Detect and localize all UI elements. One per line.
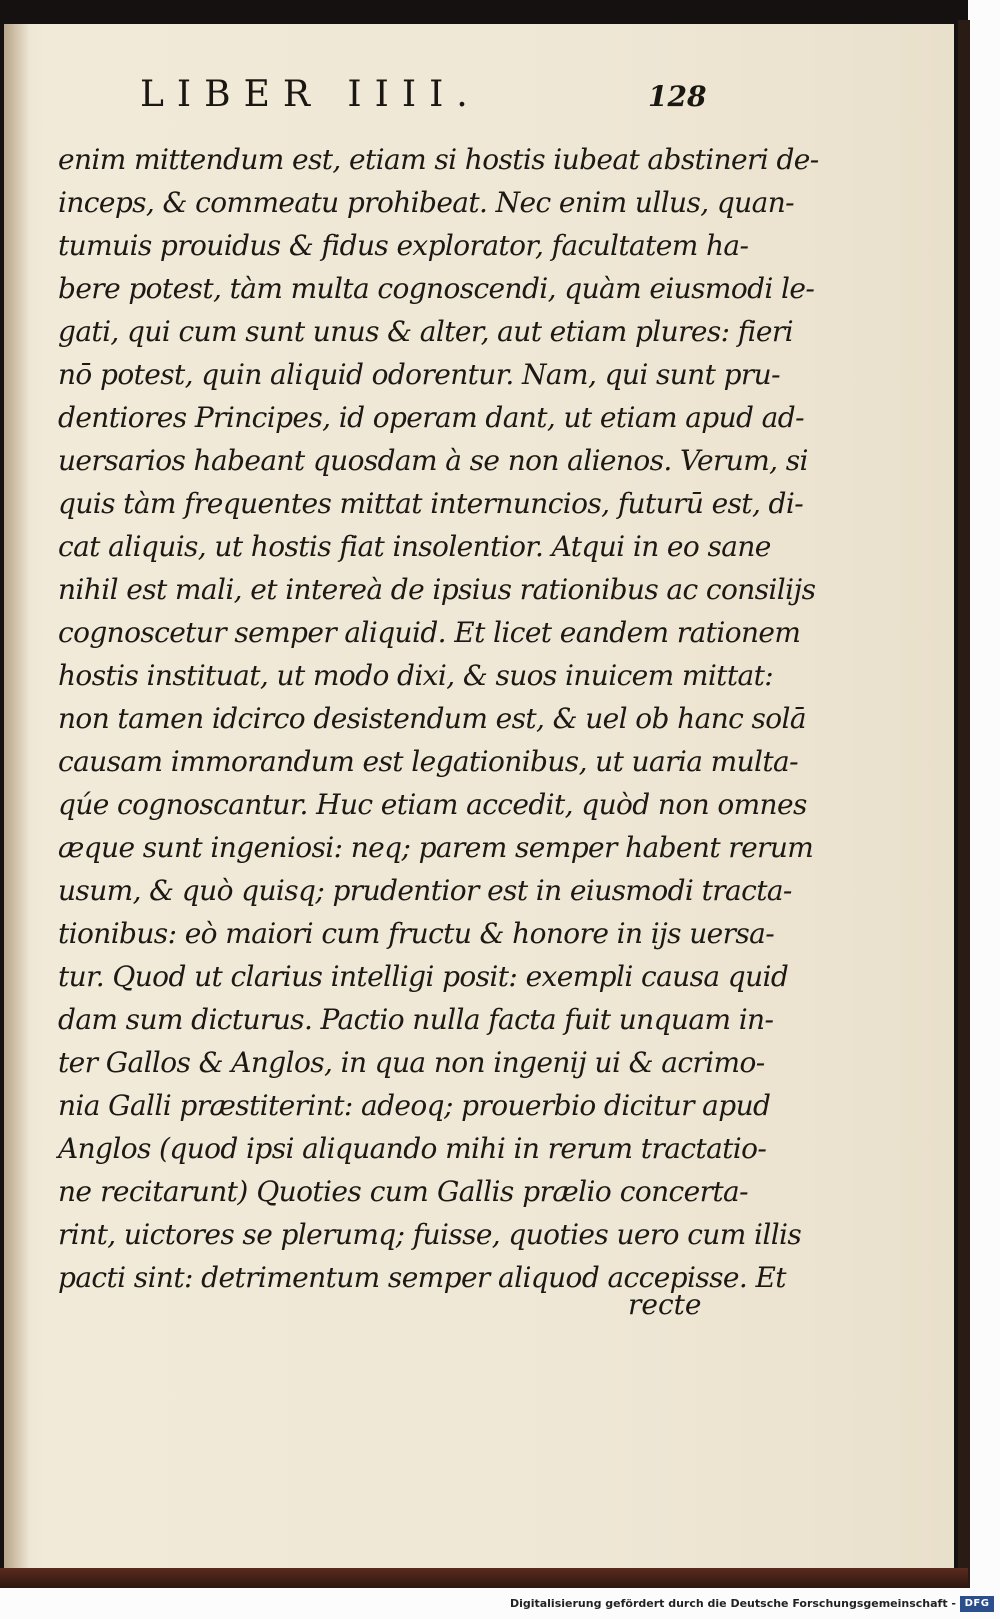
book-edge: [958, 20, 970, 1588]
text-line: tumuis prouidus & fidus explorator, facultatem ha-: [58, 229, 749, 262]
catchword: recte: [628, 1288, 702, 1321]
dfg-logo: DFG: [960, 1596, 994, 1612]
text-line: ne recitarunt) Quoties cum Gallis prælio concerta-: [58, 1175, 748, 1208]
text-line: uersarios habeant quosdam à se non alienos. Verum, si: [58, 444, 808, 477]
page-number: 128: [648, 80, 707, 113]
text-line: bere potest, tàm multa cognoscendi, quàm eiusmodi le-: [58, 272, 815, 305]
running-head: LIBER IIII.: [140, 74, 481, 115]
book-cover-edge: [0, 1568, 968, 1588]
text-line: dam sum dicturus. Pactio nulla facta fuit unquam in-: [58, 1003, 774, 1036]
text-line: dentiores Principes, id operam dant, ut etiam apud ad-: [58, 401, 804, 434]
text-line: gati, qui cum sunt unus & alter, aut etiam plures: fieri: [58, 315, 793, 348]
text-line: tur. Quod ut clarius intelligi posit: exempli causa quid: [58, 960, 789, 993]
text-line: ter Gallos & Anglos, in qua non ingenij ui & acrimo-: [58, 1046, 765, 1079]
text-line: nō potest, quin aliquid odorentur. Nam, qui sunt pru-: [58, 358, 780, 391]
text-line: usum, & quò quisq; prudentior est in eiusmodi tracta-: [58, 874, 792, 907]
text-line: nihil est mali, et intereà de ipsius rationibus ac consilijs: [58, 573, 816, 606]
text-line: tionibus: eò maiori cum fructu & honore in ijs uersa-: [58, 917, 775, 950]
text-line: non tamen idcirco desistendum est, & uel ob hanc solā: [58, 702, 806, 735]
text-line: causam immorandum est legationibus, ut uaria multa-: [58, 745, 798, 778]
text-line: pacti sint: detrimentum semper aliquod accepisse. Et: [58, 1261, 786, 1294]
gutter-shadow: [4, 24, 30, 1570]
text-line: qúe cognoscantur. Huc etiam accedit, quòd non omnes: [58, 788, 807, 821]
text-line: hostis instituat, ut modo dixi, & suos inuicem mittat:: [58, 659, 774, 692]
body-text: [58, 138, 819, 1299]
text-line: quis tàm frequentes mittat internuncios, futurū est, di-: [58, 487, 804, 520]
text-line: rint, uictores se plerumq; fuisse, quoties uero cum illis: [58, 1218, 802, 1251]
text-line: cognoscetur semper aliquid. Et licet eandem rationem: [58, 616, 801, 649]
text-line: nia Galli præstiterint: adeoq; prouerbio dicitur apud: [58, 1089, 771, 1122]
text-line: inceps, & commeatu prohibeat. Nec enim ullus, quan-: [58, 186, 794, 219]
digitization-credit: Digitalisierung gefördert durch die Deutsche Forschungsgemeinschaft -: [509, 1597, 956, 1610]
text-line: æque sunt ingeniosi: neq; parem semper habent rerum: [58, 831, 814, 864]
text-line: enim mittendum est, etiam si hostis iubeat abstineri de-: [58, 143, 819, 176]
text-line: Anglos (quod ipsi aliquando mihi in rerum tractatio-: [58, 1132, 767, 1165]
text-line: cat aliquis, ut hostis fiat insolentior. Atqui in eo sane: [58, 530, 771, 563]
